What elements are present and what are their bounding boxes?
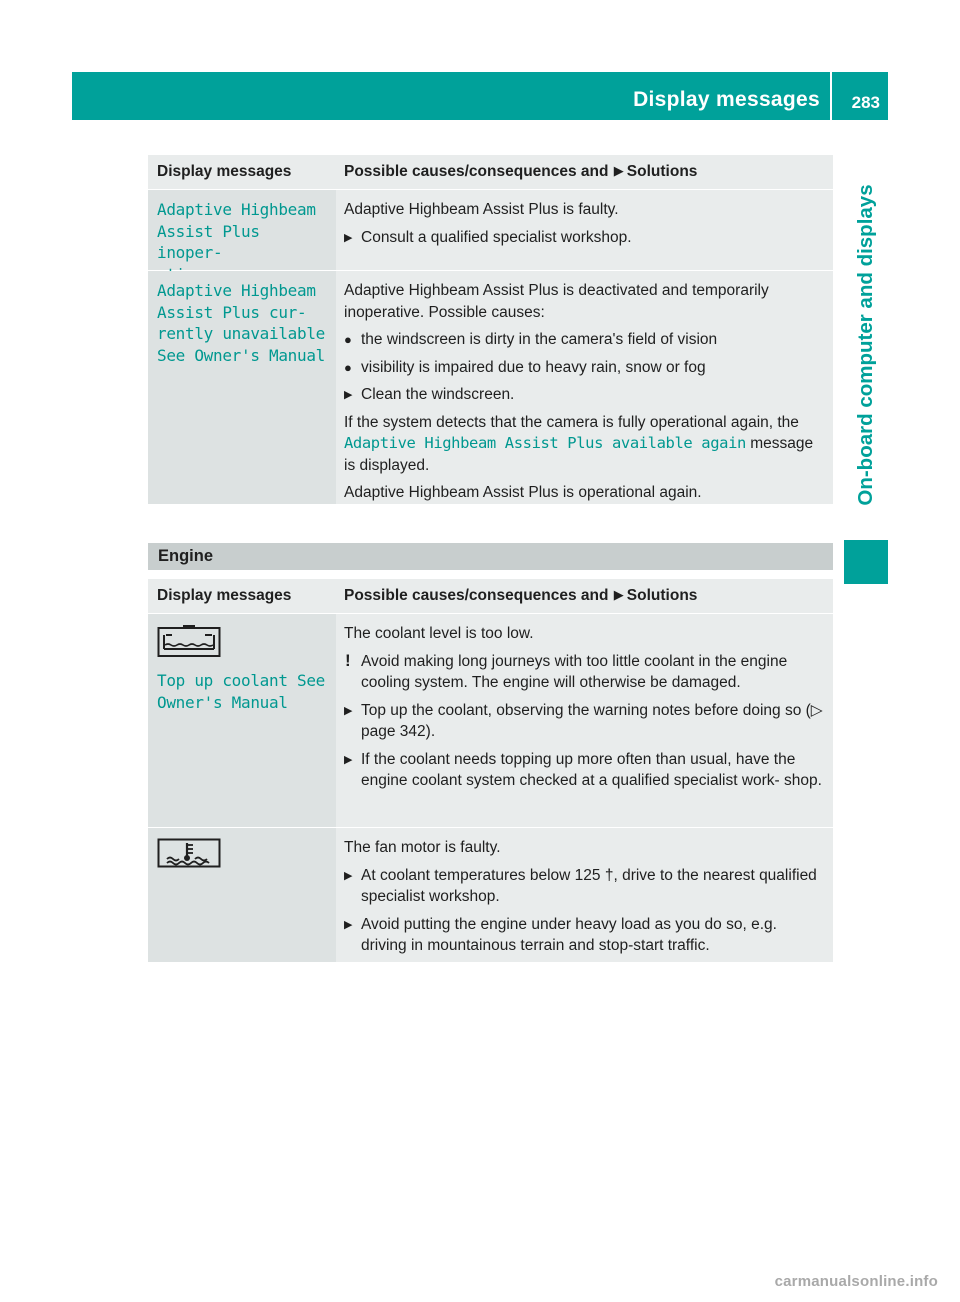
warning-icon: ! bbox=[345, 650, 351, 670]
cause-item: ● visibility is impaired due to heavy rain, snow or fog bbox=[344, 357, 825, 379]
footer-watermark: carmanualsonline.info bbox=[774, 1273, 938, 1290]
action-item: ▶ Avoid putting the engine under heavy load as you do so, e.g. driving in mountainous terrain and stop-start traffic. bbox=[344, 915, 777, 954]
action-item: ▶ Top up the coolant, observing the warning notes before doing so (▷ page 342). bbox=[344, 701, 823, 740]
column-header-causes: Possible causes/consequences and ▶ Solutions bbox=[344, 163, 698, 180]
column-header-messages: Display messages bbox=[157, 163, 292, 180]
solution-cell bbox=[336, 271, 833, 504]
solution-arrow-icon: ▶ bbox=[613, 587, 624, 602]
action-item: ▶ Consult a qualified specialist workshop. bbox=[344, 227, 825, 249]
display-message-cell: Adaptive Highbeam Assist Plus cur‐ rently unavailable See Owner's Manual bbox=[148, 271, 336, 504]
action-arrow-icon: ▶ bbox=[344, 869, 353, 882]
display-message-cell: Adaptive Highbeam Assist Plus inoper‐ bbox=[148, 190, 336, 270]
header-title: Display messages bbox=[633, 88, 820, 111]
action-arrow-icon: ▶ bbox=[344, 753, 353, 766]
side-tab-label: On-board computer and displays bbox=[854, 184, 877, 506]
table-row bbox=[148, 271, 833, 505]
display-message-cell bbox=[148, 828, 336, 962]
action-arrow-icon: ▶ bbox=[344, 918, 353, 931]
solution-cell bbox=[336, 828, 833, 962]
table-header bbox=[148, 155, 833, 190]
action-item: ▶ At coolant temperatures below 125 †, drive to the nearest qualified specialist workshop. bbox=[344, 866, 817, 905]
section-title: Engine bbox=[148, 543, 833, 570]
bullet-icon: ● bbox=[344, 332, 352, 347]
page-reference[interactable]: page 342 bbox=[361, 723, 426, 740]
table-header bbox=[148, 579, 833, 614]
cause-text: The coolant level is too low. bbox=[344, 625, 534, 642]
side-tab-marker bbox=[844, 540, 888, 584]
page-number: 283 bbox=[851, 93, 880, 112]
coolant-temperature-icon bbox=[157, 838, 221, 868]
action-arrow-icon: ▶ bbox=[344, 704, 353, 717]
warning-item: ! Avoid making long journeys with too little coolant in the engine cooling system. The engine will otherwise be damaged. bbox=[345, 650, 788, 691]
outro-text: If the system detects that the camera is fully operational again, the Adaptive Highbeam Assist Plus available again message is displayed. bbox=[344, 413, 814, 474]
solution-cell bbox=[336, 614, 833, 827]
table-row bbox=[148, 614, 833, 828]
table-row bbox=[148, 828, 833, 963]
final-text: Adaptive Highbeam Assist Plus is operational again. bbox=[344, 484, 702, 501]
column-header-messages: Display messages bbox=[157, 587, 292, 604]
page-reference-icon: ▷ bbox=[810, 701, 823, 719]
action-arrow-icon: ▶ bbox=[344, 231, 353, 244]
action-arrow-icon: ▶ bbox=[344, 389, 353, 401]
action-item: ▶ Clean the windscreen. bbox=[344, 384, 825, 406]
display-messages-table-1 bbox=[148, 155, 833, 505]
bullet-icon: ● bbox=[344, 359, 352, 375]
solution-arrow-icon: ▶ bbox=[613, 163, 624, 178]
coolant-level-icon bbox=[157, 624, 221, 658]
side-tab bbox=[844, 160, 888, 530]
cause-text: The fan motor is faulty. bbox=[344, 839, 501, 856]
solution-cell bbox=[336, 190, 833, 270]
column-header-causes: Possible causes/consequences and ▶ Solutions bbox=[344, 587, 698, 604]
table-row bbox=[148, 190, 833, 271]
action-item: ▶ If the coolant needs topping up more often than usual, have the engine coolant system checked at a qualified specialist work‐ shop. bbox=[344, 750, 822, 789]
display-messages-table-2 bbox=[148, 579, 833, 963]
cause-item: ● the windscreen is dirty in the camera's field of vision bbox=[344, 329, 825, 351]
cause-text: Adaptive Highbeam Assist Plus is faulty. bbox=[344, 201, 619, 218]
page-header bbox=[72, 72, 888, 120]
display-message-cell: Top up coolant See Owner's Manual bbox=[148, 614, 336, 827]
header-divider bbox=[830, 72, 832, 120]
cause-text: Adaptive Highbeam Assist Plus is deactivated and temporarily inoperative. Possible causes: bbox=[344, 282, 769, 321]
